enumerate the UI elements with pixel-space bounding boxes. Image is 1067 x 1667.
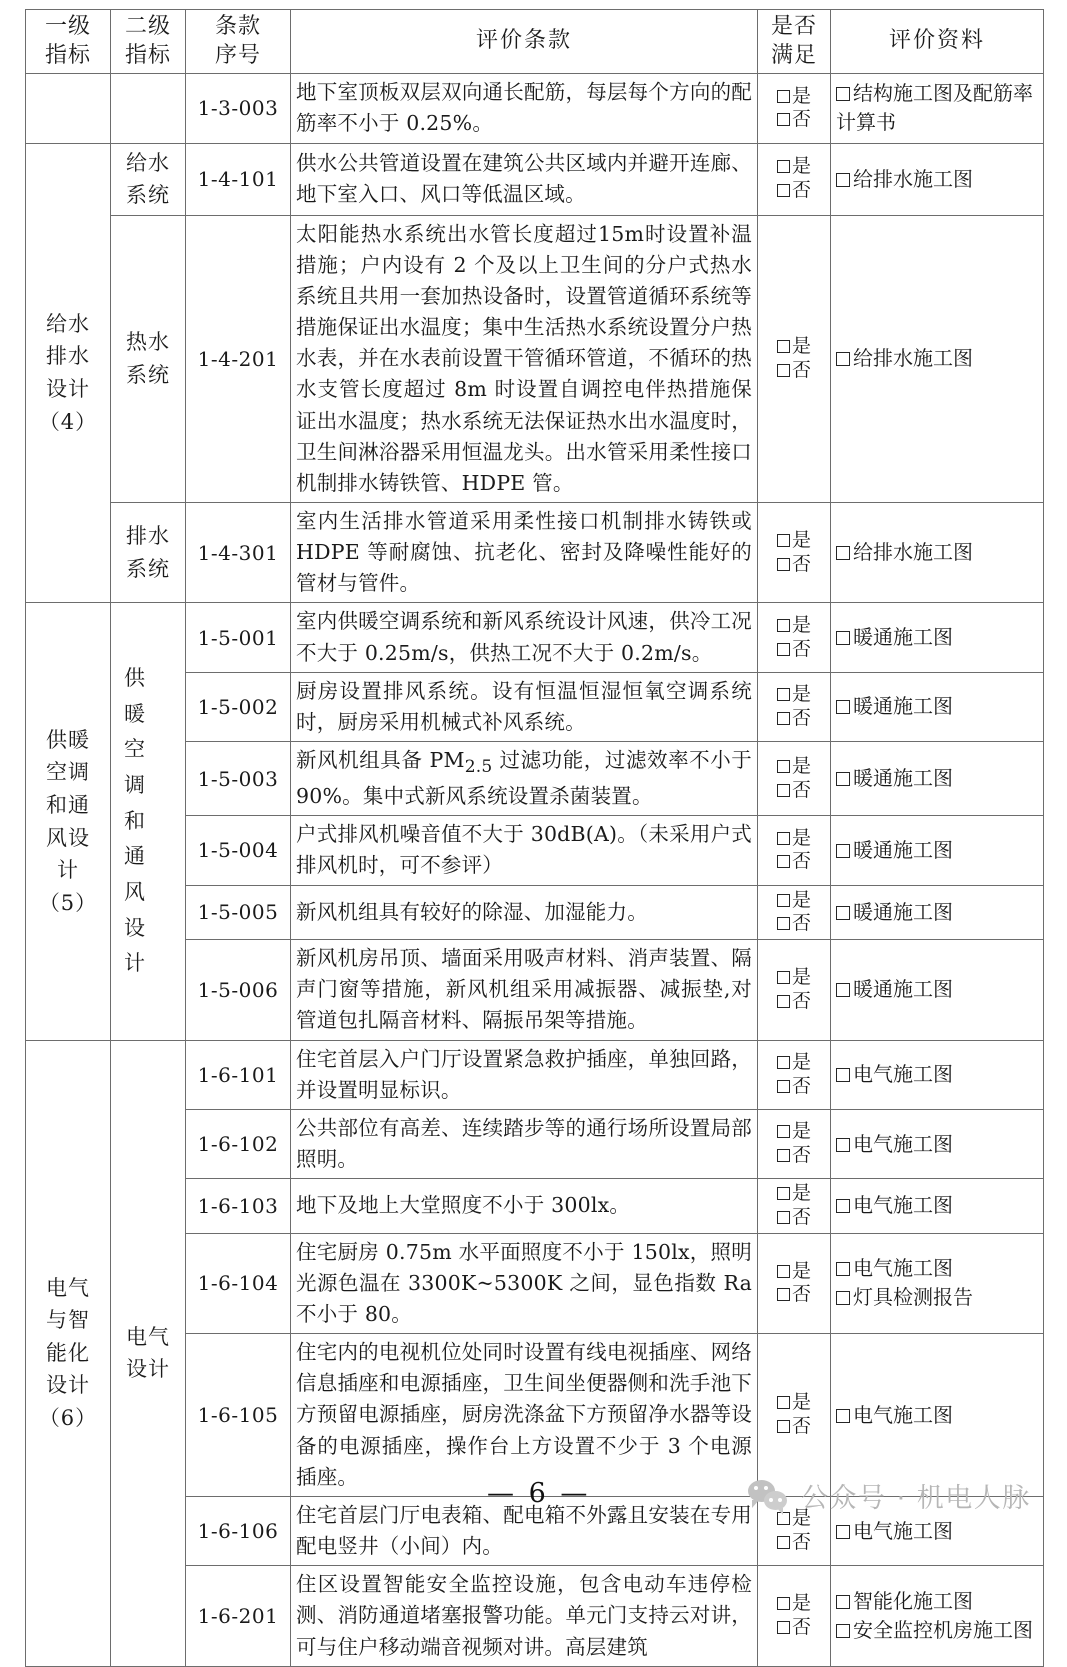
cell-level2-indicator bbox=[111, 603, 186, 1040]
checkbox-icon[interactable] bbox=[777, 1080, 790, 1093]
checkbox-label: 是 bbox=[791, 683, 811, 706]
cell-satisfy bbox=[758, 603, 831, 672]
cell-clause-text bbox=[291, 1233, 758, 1333]
checkbox-option-no[interactable] bbox=[763, 179, 825, 203]
cell-satisfy bbox=[758, 74, 831, 143]
checkbox-option-yes[interactable] bbox=[763, 966, 825, 990]
checkbox-icon[interactable] bbox=[836, 844, 850, 858]
cell-clause-text bbox=[291, 603, 758, 672]
cell-satisfy bbox=[758, 742, 831, 816]
cell-clause-code: 1-6-201 bbox=[186, 1566, 291, 1666]
checkbox-icon[interactable] bbox=[777, 784, 790, 797]
cell-evaluation-material bbox=[831, 74, 1044, 143]
checkbox-option-yes[interactable] bbox=[763, 529, 825, 553]
cell-evaluation-material bbox=[831, 1040, 1044, 1109]
cell-evaluation-material bbox=[831, 1179, 1044, 1234]
clause-text: 室内供暖空调系统和新风系统设计风速，供冷工况不大于 0.25m/s，供热工况不大于 0.2m/s。 bbox=[296, 609, 752, 665]
checkbox-label: 否 bbox=[791, 1616, 811, 1638]
checkbox-option-yes[interactable] bbox=[763, 1592, 825, 1616]
checkbox-label: 否 bbox=[791, 552, 811, 575]
checkbox-option-no[interactable] bbox=[763, 553, 825, 577]
material-option[interactable] bbox=[836, 1401, 1038, 1430]
checkbox-label: 是 bbox=[791, 754, 811, 777]
checkbox-option-no[interactable] bbox=[763, 707, 825, 731]
material-option[interactable] bbox=[836, 79, 1038, 137]
checkbox-option-yes[interactable] bbox=[763, 683, 825, 707]
material-option[interactable] bbox=[836, 1616, 1038, 1645]
checkbox-label: 否 bbox=[791, 706, 811, 729]
checkbox-icon[interactable] bbox=[836, 631, 850, 645]
cell-level1-indicator bbox=[26, 74, 111, 143]
cell-clause-text bbox=[291, 74, 758, 143]
checkbox-option-no[interactable] bbox=[763, 1616, 825, 1640]
checkbox-icon[interactable] bbox=[777, 995, 790, 1008]
cell-clause-code: 1-5-006 bbox=[186, 940, 291, 1040]
checkbox-icon[interactable] bbox=[777, 1536, 790, 1549]
header-cell-level1 bbox=[26, 10, 111, 74]
checkbox-option-yes[interactable] bbox=[763, 335, 825, 359]
checkbox-icon[interactable] bbox=[836, 1595, 850, 1609]
checkbox-icon[interactable] bbox=[836, 906, 850, 920]
material-label: 灯具检测报告 bbox=[853, 1285, 973, 1310]
checkbox-icon[interactable] bbox=[777, 340, 790, 353]
cell-evaluation-material bbox=[831, 742, 1044, 816]
header-cell-clause: 评价条款 bbox=[291, 10, 758, 74]
clause-text: 太阳能热水系统出水管长度超过15m时设置补温措施；户内设有 2 个及以上卫生间的分户式热水系统且共用一套加热设备时，设置管道循环系统等措施保证出水温度；集中生活热水系统设置分户热水表，并在水表前设置干管循环管道，不循环的热水支管长度超过 8m 时设置自调控电伴热措施保证出水温度；热水系统无法保证热水出水温度时，卫生间淋浴器采用恒温龙头。出水管采用柔性接口机制排水铸铁管、HDPE 管。 bbox=[296, 221, 752, 495]
cell-level2-indicator bbox=[111, 1040, 186, 1666]
table-row bbox=[26, 215, 1044, 502]
material-label: 电气施工图 bbox=[853, 1402, 953, 1427]
checkbox-label: 是 bbox=[791, 528, 811, 551]
checkbox-label: 否 bbox=[791, 1531, 811, 1554]
checkbox-label: 否 bbox=[791, 1144, 811, 1167]
header-level2-line1: 二级 bbox=[124, 14, 171, 39]
header-cell-code bbox=[186, 10, 291, 74]
page-number: — 6 — bbox=[487, 1478, 591, 1509]
checkbox-label: 否 bbox=[791, 989, 811, 1012]
cell-clause-text bbox=[291, 940, 758, 1040]
clause-text: 地下室顶板双层双向通长配筋，每层每个方向的配筋率不小于 0.25%。 bbox=[296, 80, 752, 136]
level2-indicator-label: 电气 设计 bbox=[126, 1324, 170, 1382]
material-option[interactable] bbox=[836, 538, 1038, 567]
checkbox-icon[interactable] bbox=[777, 643, 790, 656]
material-label: 暖通施工图 bbox=[853, 766, 953, 791]
checkbox-option-yes[interactable] bbox=[763, 827, 825, 851]
checkbox-icon[interactable] bbox=[836, 983, 850, 997]
cell-evaluation-material bbox=[831, 672, 1044, 741]
cell-level2-indicator bbox=[111, 74, 186, 143]
material-label: 暖通施工图 bbox=[853, 899, 953, 924]
checkbox-option-no[interactable] bbox=[763, 990, 825, 1014]
checkbox-icon[interactable] bbox=[836, 352, 850, 366]
level1-indicator-label: 电气 与智 能化 设计 （6） bbox=[38, 1275, 98, 1430]
cell-satisfy bbox=[758, 816, 831, 885]
material-label: 暖通施工图 bbox=[853, 694, 953, 719]
checkbox-icon[interactable] bbox=[777, 1597, 790, 1610]
cell-level2-indicator bbox=[111, 143, 186, 215]
clause-text: 住宅内的电视机位处同时设置有线电视插座、网络信息插座和电源插座，卫生间坐便器侧和洗手池下方预留电源插座，厨房洗涤盆下方预留净水器等设备的电源插座，操作台上方设置不少于 3 个电源插座。 bbox=[296, 1340, 752, 1489]
checkbox-icon[interactable] bbox=[777, 1420, 790, 1433]
checkbox-icon[interactable] bbox=[777, 1396, 790, 1409]
clause-text: 厨房设置排风系统。设有恒温恒湿恒氧空调系统时，厨房采用机械式补风系统。 bbox=[296, 678, 752, 734]
cell-clause-code: 1-5-002 bbox=[186, 672, 291, 741]
checkbox-label: 是 bbox=[791, 335, 811, 358]
cell-clause-code: 1-6-103 bbox=[186, 1179, 291, 1234]
cell-clause-text bbox=[291, 885, 758, 940]
cell-clause-text bbox=[291, 1040, 758, 1109]
table-row bbox=[26, 1040, 1044, 1109]
checkbox-icon[interactable] bbox=[777, 1125, 790, 1138]
material-label: 电气施工图 bbox=[853, 1193, 953, 1218]
cell-clause-code: 1-6-101 bbox=[186, 1040, 291, 1109]
checkbox-label: 否 bbox=[791, 358, 811, 381]
cell-satisfy bbox=[758, 885, 831, 940]
clause-text: 住宅首层入户门厅设置紧急救护插座，单独回路，并设置明显标识。 bbox=[296, 1046, 752, 1102]
checkbox-option-no[interactable] bbox=[763, 1415, 825, 1439]
cell-satisfy bbox=[758, 1179, 831, 1234]
checkbox-icon[interactable] bbox=[777, 534, 790, 547]
material-label: 给排水施工图 bbox=[853, 540, 973, 565]
cell-evaluation-material bbox=[831, 603, 1044, 672]
cell-evaluation-material bbox=[831, 1334, 1044, 1497]
cell-evaluation-material bbox=[831, 885, 1044, 940]
checkbox-label: 是 bbox=[791, 966, 811, 989]
cell-clause-code: 1-4-101 bbox=[186, 143, 291, 215]
material-option[interactable] bbox=[836, 975, 1038, 1004]
cell-evaluation-material bbox=[831, 215, 1044, 502]
cell-satisfy bbox=[758, 672, 831, 741]
table-body bbox=[26, 74, 1044, 1667]
checkbox-label: 否 bbox=[791, 1074, 811, 1097]
cell-level2-indicator bbox=[111, 503, 186, 603]
cell-evaluation-material bbox=[831, 816, 1044, 885]
checkbox-icon[interactable] bbox=[777, 688, 790, 701]
checkbox-icon[interactable] bbox=[777, 894, 790, 907]
checkbox-option-yes[interactable] bbox=[763, 889, 825, 913]
checkbox-icon[interactable] bbox=[777, 855, 790, 868]
cell-clause-text bbox=[291, 1109, 758, 1178]
cell-clause-code: 1-5-003 bbox=[186, 742, 291, 816]
level1-indicator-label: 供暖 空调 和通 风设 计 （5） bbox=[38, 727, 98, 915]
checkbox-option-yes[interactable] bbox=[763, 1120, 825, 1144]
cell-clause-code: 1-6-106 bbox=[186, 1496, 291, 1565]
checkbox-label: 是 bbox=[791, 1391, 811, 1414]
checkbox-icon[interactable] bbox=[777, 113, 790, 126]
checkbox-icon[interactable] bbox=[836, 1199, 850, 1213]
material-label: 电气施工图 bbox=[853, 1518, 953, 1543]
material-option[interactable] bbox=[836, 692, 1038, 721]
clause-text: 地下及地上大堂照度不小于 300lx。 bbox=[296, 1193, 631, 1218]
clause-text: 住区设置智能安全监控设施，包含电动车违停检测、消防通道堵塞报警功能。单元门支持云对讲，可与住户移动端音视频对讲。高层建筑 bbox=[296, 1572, 752, 1659]
checkbox-icon[interactable] bbox=[836, 1624, 850, 1638]
material-label: 电气施工图 bbox=[853, 1131, 953, 1156]
material-option[interactable] bbox=[836, 1283, 1038, 1312]
cell-clause-text bbox=[291, 1334, 758, 1497]
page-footer bbox=[0, 1478, 1067, 1538]
material-label: 电气施工图 bbox=[853, 1256, 953, 1281]
checkbox-option-yes[interactable] bbox=[763, 1391, 825, 1415]
checkbox-icon[interactable] bbox=[777, 90, 790, 103]
checkbox-option-no[interactable] bbox=[763, 779, 825, 803]
cell-satisfy bbox=[758, 1109, 831, 1178]
cell-satisfy bbox=[758, 1334, 831, 1497]
table-row bbox=[26, 74, 1044, 143]
header-code-line2: 序号 bbox=[214, 42, 261, 68]
cell-clause-text bbox=[291, 215, 758, 502]
checkbox-label: 否 bbox=[791, 1283, 811, 1306]
checkbox-option-no[interactable] bbox=[763, 1283, 825, 1307]
checkbox-icon[interactable] bbox=[836, 1262, 850, 1276]
checkbox-icon[interactable] bbox=[777, 1056, 790, 1069]
cell-clause-code: 1-4-201 bbox=[186, 215, 291, 502]
clause-text: 住宅首层门厅电表箱、配电箱不外露且安装在专用配电竖井（小间）内。 bbox=[296, 1502, 752, 1559]
checkbox-label: 否 bbox=[791, 179, 811, 202]
checkbox-icon[interactable] bbox=[777, 1288, 790, 1301]
material-option[interactable] bbox=[836, 836, 1038, 865]
checkbox-label: 是 bbox=[791, 888, 811, 911]
clause-text: 新风机组具备 $PM_{2.5}$ 过滤功能，过滤效率不小于 90%。集中式新风系统设置杀菌装置。 bbox=[296, 748, 752, 809]
checkbox-option-no[interactable] bbox=[763, 912, 825, 936]
material-option[interactable] bbox=[836, 623, 1038, 652]
table-row bbox=[26, 503, 1044, 603]
checkbox-icon[interactable] bbox=[836, 1068, 850, 1082]
clause-text: 住宅厨房 0.75m 水平面照度不小于 150lx，照明光源色温在 3300K~5300K 之间，显色指数 Ra 不小于 80。 bbox=[296, 1239, 752, 1327]
header-row bbox=[26, 10, 1044, 74]
checkbox-option-no[interactable] bbox=[763, 108, 825, 132]
cell-clause-text bbox=[291, 503, 758, 603]
material-label: 暖通施工图 bbox=[853, 837, 953, 862]
cell-clause-code: 1-3-003 bbox=[186, 74, 291, 143]
cell-clause-code: 1-6-105 bbox=[186, 1334, 291, 1497]
material-option[interactable] bbox=[836, 344, 1038, 373]
checkbox-icon[interactable] bbox=[777, 184, 790, 197]
material-option[interactable] bbox=[836, 1191, 1038, 1220]
material-label: 暖通施工图 bbox=[853, 625, 953, 650]
clause-text: 室内生活排水管道采用柔性接口机制排水铸铁或 HDPE 等耐腐蚀、抗老化、密封及降噪性能好的管材与管件。 bbox=[296, 509, 752, 596]
material-option[interactable] bbox=[836, 165, 1038, 194]
checkbox-option-no[interactable] bbox=[763, 359, 825, 383]
checkbox-option-no[interactable] bbox=[763, 638, 825, 662]
table-row bbox=[26, 603, 1044, 672]
cell-evaluation-material bbox=[831, 1566, 1044, 1666]
cell-level2-indicator bbox=[111, 215, 186, 502]
checkbox-option-no[interactable] bbox=[763, 850, 825, 874]
cell-clause-text bbox=[291, 1566, 758, 1666]
checkbox-option-no[interactable] bbox=[763, 1206, 825, 1230]
cell-level1-indicator bbox=[26, 143, 111, 603]
checkbox-label: 是 bbox=[791, 1120, 811, 1143]
table-row bbox=[26, 143, 1044, 215]
cell-satisfy bbox=[758, 1040, 831, 1109]
checkbox-icon[interactable] bbox=[777, 160, 790, 173]
checkbox-icon[interactable] bbox=[836, 546, 850, 560]
level2-indicator-label: 供暖 空调 和通 风设 计 bbox=[124, 665, 152, 976]
header-cell-level2 bbox=[111, 10, 186, 74]
material-option[interactable] bbox=[836, 1587, 1038, 1616]
checkbox-icon[interactable] bbox=[836, 1138, 850, 1152]
cell-evaluation-material bbox=[831, 1109, 1044, 1178]
material-label: 电气施工图 bbox=[853, 1062, 953, 1087]
checkbox-icon[interactable] bbox=[836, 173, 850, 187]
checkbox-option-yes[interactable] bbox=[763, 755, 825, 779]
header-satisfy-line2: 满足 bbox=[770, 42, 817, 68]
checkbox-label: 是 bbox=[791, 1507, 811, 1530]
material-label: 给排水施工图 bbox=[853, 346, 973, 371]
clause-text: 新风机组具有较好的除湿、加湿能力。 bbox=[296, 899, 648, 924]
cell-evaluation-material bbox=[831, 940, 1044, 1040]
cell-clause-text bbox=[291, 672, 758, 741]
checkbox-option-yes[interactable] bbox=[763, 1051, 825, 1075]
checkbox-icon[interactable] bbox=[777, 1211, 790, 1224]
checkbox-label: 否 bbox=[791, 912, 811, 935]
cell-clause-code: 1-6-102 bbox=[186, 1109, 291, 1178]
checkbox-label: 是 bbox=[791, 84, 811, 107]
checkbox-option-yes[interactable] bbox=[763, 1260, 825, 1284]
checkbox-label: 否 bbox=[791, 637, 811, 660]
checkbox-label: 否 bbox=[791, 1205, 811, 1228]
header-satisfy-line1: 是否 bbox=[770, 14, 817, 39]
checkbox-icon[interactable] bbox=[836, 1409, 850, 1423]
checkbox-label: 是 bbox=[791, 1182, 811, 1205]
checkbox-label: 是 bbox=[791, 1050, 811, 1073]
cell-clause-text bbox=[291, 143, 758, 215]
wechat-watermark bbox=[748, 1476, 1031, 1515]
checkbox-icon[interactable] bbox=[777, 558, 790, 571]
cell-satisfy bbox=[758, 215, 831, 502]
checkbox-label: 是 bbox=[791, 1592, 811, 1615]
checkbox-label: 否 bbox=[791, 1415, 811, 1438]
header-level1-line2: 指标 bbox=[44, 42, 91, 68]
checkbox-label: 否 bbox=[791, 850, 811, 873]
cell-level1-indicator bbox=[26, 603, 111, 1040]
material-label: 智能化施工图 bbox=[853, 1589, 973, 1613]
checkbox-icon[interactable] bbox=[836, 87, 850, 101]
checkbox-label: 是 bbox=[791, 155, 811, 178]
header-level2-line2: 指标 bbox=[124, 42, 171, 68]
watermark-label: 公众号 · 机电人脉 bbox=[801, 1483, 1031, 1514]
cell-clause-code: 1-5-001 bbox=[186, 603, 291, 672]
cell-satisfy bbox=[758, 503, 831, 603]
checkbox-icon[interactable] bbox=[777, 364, 790, 377]
checkbox-label: 否 bbox=[791, 778, 811, 801]
material-label: 给排水施工图 bbox=[853, 166, 973, 191]
level1-indicator-label: 给水 排水 设计 （4） bbox=[38, 311, 98, 434]
cell-clause-code: 1-6-104 bbox=[186, 1233, 291, 1333]
cell-satisfy bbox=[758, 1566, 831, 1666]
checkbox-option-no[interactable] bbox=[763, 1075, 825, 1099]
cell-clause-text bbox=[291, 742, 758, 816]
cell-clause-code: 1-5-004 bbox=[186, 816, 291, 885]
cell-satisfy bbox=[758, 940, 831, 1040]
checkbox-icon[interactable] bbox=[777, 619, 790, 632]
checkbox-label: 否 bbox=[791, 108, 811, 131]
table-header bbox=[26, 10, 1044, 74]
material-label: 安全监控机房施工图 bbox=[853, 1618, 1033, 1642]
header-cell-satisfy bbox=[758, 10, 831, 74]
cell-clause-code: 1-4-301 bbox=[186, 503, 291, 603]
checkbox-label: 是 bbox=[791, 613, 811, 636]
cell-satisfy bbox=[758, 1233, 831, 1333]
checkbox-label: 是 bbox=[791, 826, 811, 849]
level2-indicator-label: 排水 系统 bbox=[126, 524, 170, 581]
checkbox-icon[interactable] bbox=[777, 832, 790, 845]
clause-text: 公共部位有高差、连续踏步等的通行场所设置局部照明。 bbox=[296, 1115, 752, 1172]
evaluation-clause-table bbox=[25, 9, 1044, 1667]
cell-evaluation-material bbox=[831, 503, 1044, 603]
clause-text: 供水公共管道设置在建筑公共区域内并避开连廊、地下室入口、风口等低温区域。 bbox=[296, 150, 752, 207]
material-option[interactable] bbox=[836, 1060, 1038, 1089]
checkbox-icon[interactable] bbox=[777, 917, 790, 930]
material-option[interactable] bbox=[836, 898, 1038, 927]
checkbox-icon[interactable] bbox=[777, 712, 790, 725]
checkbox-icon[interactable] bbox=[836, 700, 850, 714]
cell-clause-code: 1-5-005 bbox=[186, 885, 291, 940]
checkbox-icon[interactable] bbox=[777, 1149, 790, 1162]
cell-evaluation-material bbox=[831, 143, 1044, 215]
checkbox-label: 是 bbox=[791, 1259, 811, 1282]
checkbox-icon[interactable] bbox=[777, 971, 790, 984]
cell-satisfy bbox=[758, 143, 831, 215]
checkbox-option-yes[interactable] bbox=[763, 85, 825, 109]
material-option[interactable] bbox=[836, 764, 1038, 793]
header-level1-line1: 一级 bbox=[44, 14, 91, 39]
checkbox-icon[interactable] bbox=[777, 1265, 790, 1278]
header-cell-material: 评价资料 bbox=[831, 10, 1044, 74]
clause-text: 户式排风机噪音值不大于 30dB(A)。（未采用户式排风机时，可不参评） bbox=[296, 822, 752, 878]
checkbox-icon[interactable] bbox=[777, 1621, 790, 1634]
header-code-line1: 条款 bbox=[214, 14, 261, 39]
material-label: 结构施工图及配筋率计算书 bbox=[836, 81, 1033, 135]
clause-text: 新风机房吊顶、墙面采用吸声材料、消声装置、隔声门窗等措施，新风机组采用减振器、减振垫,对管道包扎隔音材料、隔振吊架等措施。 bbox=[296, 946, 752, 1033]
cell-clause-text bbox=[291, 1179, 758, 1234]
cell-level1-indicator bbox=[26, 1040, 111, 1666]
checkbox-option-yes[interactable] bbox=[763, 155, 825, 179]
cell-clause-text bbox=[291, 816, 758, 885]
checkbox-icon[interactable] bbox=[836, 1291, 850, 1305]
checkbox-icon[interactable] bbox=[777, 760, 790, 773]
level2-indicator-label: 热水 系统 bbox=[126, 330, 170, 387]
checkbox-icon[interactable] bbox=[836, 772, 850, 786]
checkbox-icon[interactable] bbox=[777, 1187, 790, 1200]
checkbox-option-yes[interactable] bbox=[763, 614, 825, 638]
checkbox-option-yes[interactable] bbox=[763, 1182, 825, 1206]
level2-indicator-label: 给水 系统 bbox=[126, 150, 170, 208]
checkbox-option-no[interactable] bbox=[763, 1144, 825, 1168]
material-option[interactable] bbox=[836, 1130, 1038, 1159]
cell-evaluation-material bbox=[831, 1233, 1044, 1333]
material-option[interactable] bbox=[836, 1254, 1038, 1283]
material-label: 暖通施工图 bbox=[853, 977, 953, 1002]
wechat-icon bbox=[748, 1479, 790, 1513]
